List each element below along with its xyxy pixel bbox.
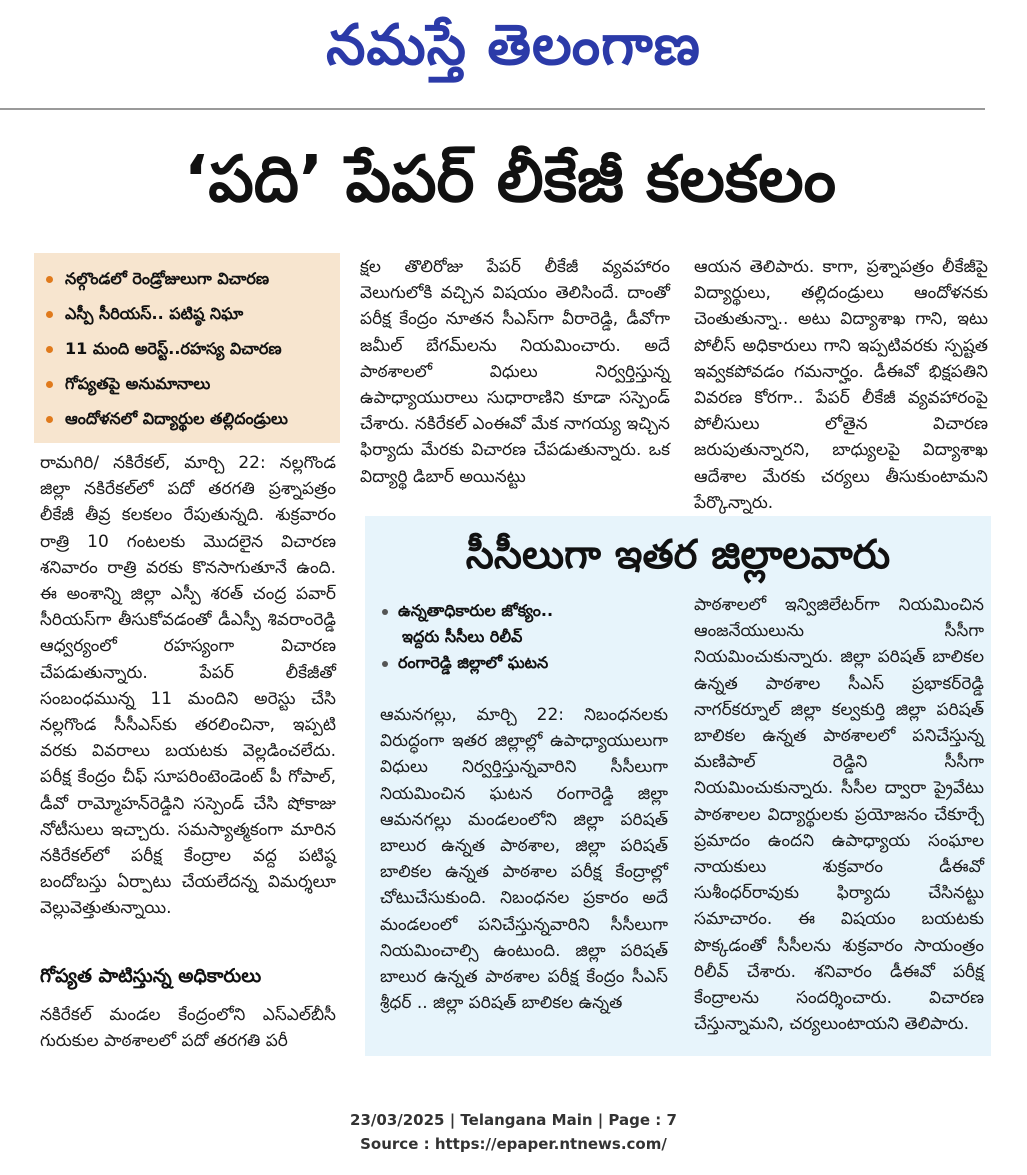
article-paragraph: నకిరేకల్ మండల కేంద్రంలోని ఎస్‌ఎల్‌బీసీ గురుకుల పాఠశాలలో పదో తరగతి పరీ [40,1005,336,1052]
sidebar-highlight-item-cont: ఇద్దరు సీసీలు రిలీవ్ [402,627,523,646]
highlight-text: గోప్యతపై అనుమానాలు [65,374,211,393]
sidebar-highlight-text: రంగారెడ్డి జిల్లాలో ఘటన [398,653,549,672]
highlight-item [46,366,330,401]
article-column-3 [694,254,988,516]
highlight-item [46,401,330,436]
masthead-logo: నమస్తే తెలంగాణ [326,13,701,78]
highlight-text: ఎస్పీ సీరియస్.. పటిష్ఠ నిఘా [65,304,244,323]
bullet-icon [46,346,53,353]
bullet-icon [46,311,53,318]
highlight-item [46,296,330,331]
bullet-icon [46,381,53,388]
highlight-item [46,261,330,296]
article-paragraph: క్షల తొలిరోజు పేపర్ లీకేజీ వ్యవహారం వెలుగులోకి వచ్చిన విషయం తెలిసిందే. దాంతో పరీక్ష కేంద్రం నూతన సీఎస్‌గా వీరారెడ్డి, డీవోగా జమీల్ బేగమ్‌లను నియమించారు. అదే పాఠశాలలో విధులు నిర్వర్తిస్తున్న ఉపాధ్యాయురాలు సుధారాణిని కూడా సస్పెండ్ చేశారు. నకిరేకల్ ఎంఈవో మేక నాగయ్య ఇచ్చిన ఫిర్యాదు మేరకు విచారణ చేపడుతున్నారు. ఒక విద్యార్థి డిబార్ అయినట్టు [360,257,670,487]
bullet-icon [382,609,388,615]
article-paragraph: రామగిరి/ నకిరేకల్, మార్చి 22: నల్లగొండ జిల్లా నకిరేకల్‌లో పదో తరగతి ప్రశ్నాపత్రం లీకేజీ తీవ్ర కలకలం రేపుతున్నది. శుక్రవారం రాత్రి 10 గంటలకు మొదలైన విచారణ శనివారం రాత్రి వరకు కొనసాగుతూనే ఉంది. ఈ అంశాన్ని జిల్లా ఎస్పీ శరత్ చంద్ర పవార్ సీరియస్‌గా తీసుకోవడంతో డీఎస్పీ శివరాంరెడ్డి ఆధ్వర్యంలో రహస్యంగా విచారణ చేపడుతున్నారు. పేపర్ లీకేజీతో సంబంధమున్న 11 మందిని అరెస్టు చేసి నల్లగొండ సీసీఎస్‌కు తరలించినా, ఇప్పటి వరకు వివరాలు బయటకు వెల్లడించలేదు. పరీక్ష కేంద్రం చీఫ్ సూపరింటెండెంట్ పీ గోపాల్, డీవో రామ్మోహన్‌రెడ్డిని సస్పెండ్ చేసి షోకాజు నోటీసులు ఇచ్చారు. సమస్యాత్మకంగా మారిన నకిరేకల్‌లో పరీక్ష కేంద్రాల వద్ద పటిష్ఠ బందోబస్తు ఏర్పాటు చేయలేదన్న విమర్శలూ వెల్లువెత్తుతున్నాయి. [40,453,336,919]
highlight-text: నల్గొండలో రెండ్రోజులుగా విచారణ [65,269,270,288]
article-column-1 [40,450,336,922]
sidebar-story-title: సీసీలుగా ఇతర జిల్లాలవారు [465,532,891,578]
article-paragraph: ఆయన తెలిపారు. కాగా, ప్రశ్నాపత్రం లీకేజీపై విద్యార్థులు, తల్లిదండ్రులు ఆందోళనకు చెంతుతున్నా.. అటు విద్యాశాఖ గాని, ఇటు పోలీస్ అధికారులు గాని ఇప్పటివరకు స్పష్టత ఇవ్వకపోవడం గమనార్హం. డీఈవో భిక్షపతిని వివరణ కోరగా.. పేపర్ లీకేజీ వ్యవహారంపై పోలీసులు లోతైన విచారణ జరుపుతున్నారని, బాధ్యులపై విద్యాశాఖ ఆదేశాల మేరకు చర్యలు తీసుకుంటామని పేర్కొన్నారు. [694,257,988,513]
sidebar-highlight-text: ఉన్నతాధికారుల జోక్యం.. [398,601,554,620]
article-column-1-continued [40,1002,336,1054]
bullet-icon [382,661,388,667]
page-footer [0,1108,1027,1156]
sidebar-highlight-item [382,598,682,624]
highlight-text: 11 మంది అరెస్ట్..రహస్య విచారణ [65,339,282,358]
article-subheading: గోప్యత పాటిస్తున్న అధికారులు [40,965,262,987]
sidebar-column-2 [694,592,984,1037]
bullet-icon [46,416,53,423]
sidebar-highlight-item [382,650,682,676]
sidebar-column-1 [380,702,668,1016]
footer-source: Source : https://epaper.ntnews.com/ [360,1135,667,1153]
highlights-box [34,253,340,443]
bullet-icon [46,276,53,283]
highlight-text: ఆందోళనలో విద్యార్థుల తల్లిదండ్రులు [65,409,288,428]
article-column-2 [360,254,670,490]
sidebar-highlights [382,598,682,676]
article-paragraph: పాఠశాలలో ఇన్విజిలేటర్‌గా నియమించిన ఆంజనేయులును సీసీగా నియమించుకున్నారు. జిల్లా పరిషత్ బాలికల ఉన్నత పాఠశాల సీఎస్ ప్రభాకర్‌రెడ్డి నాగర్‌కర్నూల్ జిల్లా కల్వకుర్తి జిల్లా పరిషత్ బాలికల ఉన్నత పాఠశాలలో పనిచేస్తున్న మణిపాల్ రెడ్డిని సీసీగా నియమించుకున్నారు. సీసీల ద్వారా ప్రైవేటు పాఠశాలల విద్యార్థులకు ప్రయోజనం చేకూర్చే ప్రమాదం ఉందని ఉపాధ్యాయ సంఘాల నాయకులు శుక్రవారం డీఈవో సుశీంధర్‌రావుకు ఫిర్యాదు చేసినట్టు సమాచారం. ఈ విషయం బయటకు పొక్కడంతో సీసీలను శుక్రవారం సాయంత్రం రిలీవ్ చేశారు. శనివారం డీఈవో పరీక్ష కేంద్రాలను సందర్శించారు. విచారణ చేస్తున్నామని, చర్యలుంటాయని తెలిపారు. [694,595,984,1035]
highlight-item [46,331,330,366]
article-paragraph: ఆమనగల్లు, మార్చి 22: నిబంధనలకు విరుద్ధంగా ఇతర జిల్లాల్లో ఉపాధ్యాయులుగా విధులు నిర్వర్తిస్తున్నవారిని సీసీలుగా నియమించిన ఘటన రంగారెడ్డి జిల్లా ఆమనగల్లు మండలంలోని జిల్లా పరిషత్ బాలుర ఉన్నత పాఠశాల, జిల్లా పరిషత్ బాలికల ఉన్నత పాఠశాల పరీక్ష కేంద్రాల్లో చోటుచేసుకుంది. నిబంధనల ప్రకారం అదే మండలంలో పనిచేస్తున్నవారిని సీసీలుగా నియమించాల్సి ఉంటుంది. జిల్లా పరిషత్ బాలుర ఉన్నత పాఠశాల పరీక్ష కేంద్రం సీఎస్ శ్రీధర్ .. జిల్లా పరిషత్ బాలికల ఉన్నత [380,705,668,1014]
masthead-divider [0,108,985,110]
headline: ‘పది’ పేపర్ లీకేజీ కలకలం [183,143,837,217]
footer-date-page: 23/03/2025 | Telangana Main | Page : 7 [350,1111,677,1129]
